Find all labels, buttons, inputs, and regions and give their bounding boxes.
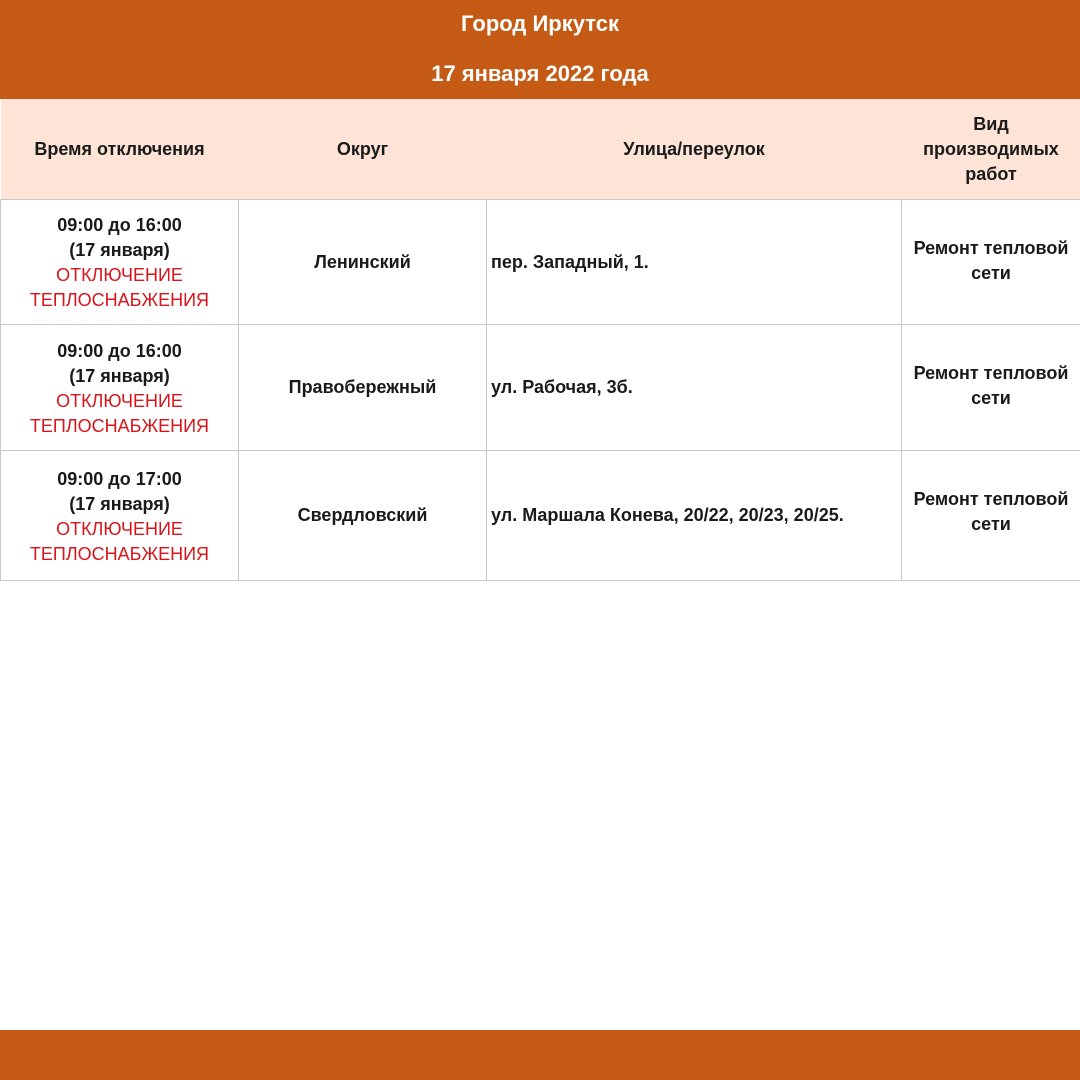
date-title: 17 января 2022 года — [431, 61, 649, 86]
time-range: 09:00 до 17:00 — [57, 468, 182, 489]
outage-alert: ОТКЛЮЧЕНИЕ — [56, 518, 183, 539]
outage-alert-type: ТЕПЛОСНАБЖЕНИЯ — [29, 543, 210, 564]
time-cell — [1, 200, 239, 325]
time-range: 09:00 до 16:00 — [57, 340, 182, 361]
table-row — [1, 200, 1080, 325]
footer-bar — [0, 1030, 1080, 1080]
city-title: Город Иркутск — [461, 11, 619, 36]
outage-alert: ОТКЛЮЧЕНИЕ — [56, 390, 183, 411]
time-day: (17 января) — [69, 365, 170, 386]
table-row — [1, 451, 1080, 581]
table-row — [1, 325, 1080, 451]
outage-alert-type: ТЕПЛОСНАБЖЕНИЯ — [29, 415, 210, 436]
table-header-row — [1, 99, 1080, 200]
outage-alert-type: ТЕПЛОСНАБЖЕНИЯ — [29, 290, 210, 310]
column-header-work: Вид производимых работ — [902, 99, 1080, 200]
outage-table — [0, 99, 1080, 581]
outage-alert: ОТКЛЮЧЕНИЕ — [56, 265, 183, 285]
time-day: (17 января) — [69, 240, 170, 260]
street-cell: ул. Маршала Конева, 20/22, 20/23, 20/25. — [487, 451, 902, 581]
column-header-street: Улица/переулок — [487, 99, 902, 200]
work-cell: Ремонт тепловой сети — [902, 200, 1080, 325]
work-cell: Ремонт тепловой сети — [902, 451, 1080, 581]
title-banner — [0, 0, 1080, 99]
time-cell — [1, 325, 239, 451]
time-day: (17 января) — [69, 493, 170, 514]
column-header-time: Время отключения — [1, 99, 239, 200]
street-cell: ул. Рабочая, 3б. — [487, 325, 902, 451]
district-cell: Ленинский — [239, 200, 487, 325]
column-header-district: Округ — [239, 99, 487, 200]
district-cell: Свердловский — [239, 451, 487, 581]
street-cell: пер. Западный, 1. — [487, 200, 902, 325]
time-range: 09:00 до 16:00 — [57, 215, 182, 235]
time-cell — [1, 451, 239, 581]
work-cell: Ремонт тепловой сети — [902, 325, 1080, 451]
district-cell: Правобережный — [239, 325, 487, 451]
